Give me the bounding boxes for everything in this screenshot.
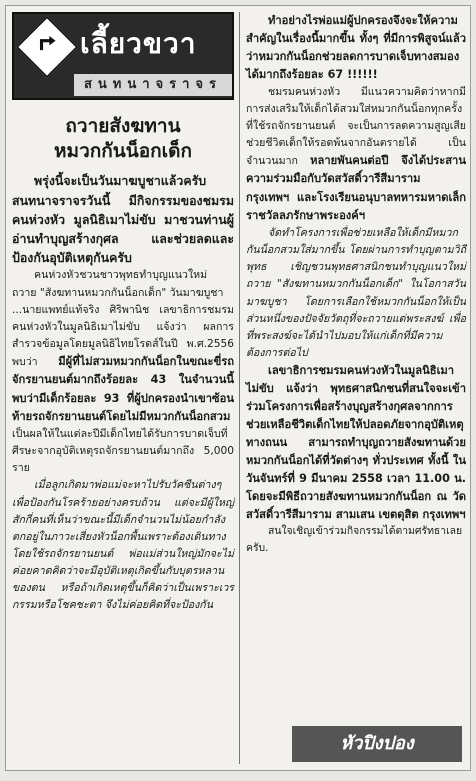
newspaper-clipping xyxy=(5,5,471,771)
body-paragraph-2-text: ...นายแพทย์แท้จริง ศิริพานิช เลขาธิการชมรมคนห่วงหัวในมูลนิธิเมาไม่ขับ แจ้งว่า ผลการสำรวจข้อมูลโดยมูลนิธิไทยโรดส์ในปี พ.ศ.2556 พบว่า xyxy=(12,303,234,369)
right-column xyxy=(246,12,466,557)
turn-right-sign-icon xyxy=(16,16,78,78)
lede-paragraph: พรุ่งนี้จะเป็นวันมาฆบูชาแล้วครับ สนทนาจราจรวันนี้ มีกิจกรรมของชมรมคนห่วงหัว มูลนิธิเมาไม่ขับ มาชวนท่านผู้อ่านทำบุญสร้างกุศล และช่วยลดและป้องกันอุบัติเหตุกันครับ xyxy=(12,173,234,266)
right-paragraph-2-text: ชมรมคนห่วงหัว มีแนวความคิดว่าหากมีการส่งเสริมให้เด็กได้สวมใส่หมวกกันน็อกทุกครั้งที่ใช้รถจักรยานยนต์ จะเป็นการลดความสูญเสีย ช่วยชีวิตเด็กให้รอดพ้นจากอันตรายได้ เป็นจำนวนมาก xyxy=(246,85,466,168)
body-paragraph-2-tail: เป็นผลให้ในแต่ละปีมีเด็กไทยได้รับการบาดเจ็บที่ศีรษะจากอุบัติเหตุรถจักรยานยนต์มากถึง 5,000 ราย xyxy=(12,427,234,475)
right-paragraph-3: จัดทำโครงการเพื่อช่วยเหลือให้เด็กมีหมวกกันน็อกสวมใส่มากขึ้น โดยผ่านการทำบุญตามวิถีพุทธ เชิญชวนพุทธศาสนิกชนทำบุญแนวใหม่ถวาย "สังฆทานหมวกกันน็อกเด็ก" ในโอกาสวันมาฆบูชา โดยการเลือกใช้หมวกกันน็อกให้เป็นส่วนหนึ่งของปัจจัยวัตถุที่จะถวายแด่พระสงฆ์ เพื่อที่พระสงฆ์จะได้นำไปมอบให้แก่เด็กที่มีความต้องการต่อไป xyxy=(246,226,466,360)
body-paragraph-2-bold: มีผู้ที่ไม่สวมหมวกกันน็อกในขณะขี่รถจักรยานยนต์มากถึงร้อยละ 43 ในจำนวนนี้ พบว่ามีเด็กร้อยละ 93 ที่ผู้ปกครองนำเขาซ้อนท้ายรถจักรยานยนต์โดยไม่มีหมวกกันน็อกสวม xyxy=(12,355,234,423)
column-badge xyxy=(12,12,234,100)
headline-line-1: ถวายสังฆทาน xyxy=(65,115,181,137)
right-paragraph-5: สนใจเชิญเข้าร่วมกิจกรรมได้ตามศรัทธาเลยครับ. xyxy=(246,525,463,555)
right-paragraph-2 xyxy=(246,84,466,225)
right-paragraph-2-bold: หลายพันคนต่อปี จึงได้ประสานความร่วมมือกับวัดสวัสดิ์วารีสีมาราม กรุงเทพฯ และโรงเรียนอนุบาลทหารมหาดเล็กราชวัลลภรักษาพระองค์ฯ xyxy=(246,154,466,222)
right-paragraph-4: เลขาธิการชมรมคนห่วงหัวในมูลนิธิเมาไม่ขับ แจ้งว่า พุทธศาสนิกชนที่สนใจจะเข้าร่วมโครงการเพื่อสร้างบุญสร้างกุศลจากการช่วยเหลือชีวิตเด็กไทยให้ปลอดภัยจากอุบัติเหตุทางถนน สามารถทำบุญถวายสังฆทานด้วยหมวกกันน็อกได้ที่วัดต่างๆ ทั่วประเทศ ทั้งนี้ ในวันจันทร์ที่ 9 มีนาคม 2558 เวลา 11.00 น. โดยจะมีพิธีถวายสังฆทานหมวกกันน็อก ณ วัดสวัสดิ์วารีสีมาราม สามเสน เขตดุสิต กรุงเทพฯ xyxy=(246,364,466,521)
body-paragraph-2 xyxy=(12,302,234,478)
author-signature: หัวปิงปอง xyxy=(292,726,462,762)
headline xyxy=(12,114,234,163)
right-paragraph-1: ทำอย่างไรพ่อแม่ผู้ปกครองจึงจะให้ความสำคัญในเรื่องนี้มากขึ้น ทั้งๆ ที่มีการพิสูจน์แล้วว่าหมวกกันน็อกช่วยลดการบาดเจ็บทางสมองได้มากถึงร้อยละ 67 !!!!!! xyxy=(246,14,466,81)
body-paragraph-3: เมื่อลูกเกิดมาพ่อแม่จะหาไปรับวัคซีนต่างๆ เพื่อป้องกันโรคร้ายอย่างครบถ้วน แต่จะมีผู้ใหญ่สักกี่คนที่เห็นว่าขณะนี้มีเด็กจำนวนไม่น้อยกำลังตกอยู่ในภาวะเสี่ยงหัวน็อกพื้นเพราะต้องเดินทางโดยใช้รถจักรยานยนต์ พ่อแม่ส่วนใหญ่มักจะไม่ค่อยคาดคิดว่าจะมีอุบัติเหตุเกิดขึ้นกับบุตรหลานของตน หรือถ้าเกิดเหตุขึ้นก็คิดว่าเป็นเพราะเวรกรรมหรือโชคชะตา จึงไม่ค่อยคิดที่จะป้องกัน xyxy=(12,479,234,612)
body-paragraph-1: คนห่วงหัวชวนชาวพุทธทำบุญแนวใหม่ ถวาย "สังฆทานหมวกกันน็อกเด็ก" วันมาฆบูชา xyxy=(12,269,224,299)
left-column xyxy=(12,12,234,615)
column-subtitle: สนทนาจราจร xyxy=(74,74,232,96)
column-divider xyxy=(239,12,240,764)
column-title: เลี้ยวขวา xyxy=(80,27,197,60)
headline-line-2: หมวกกันน็อกเด็ก xyxy=(54,139,192,162)
